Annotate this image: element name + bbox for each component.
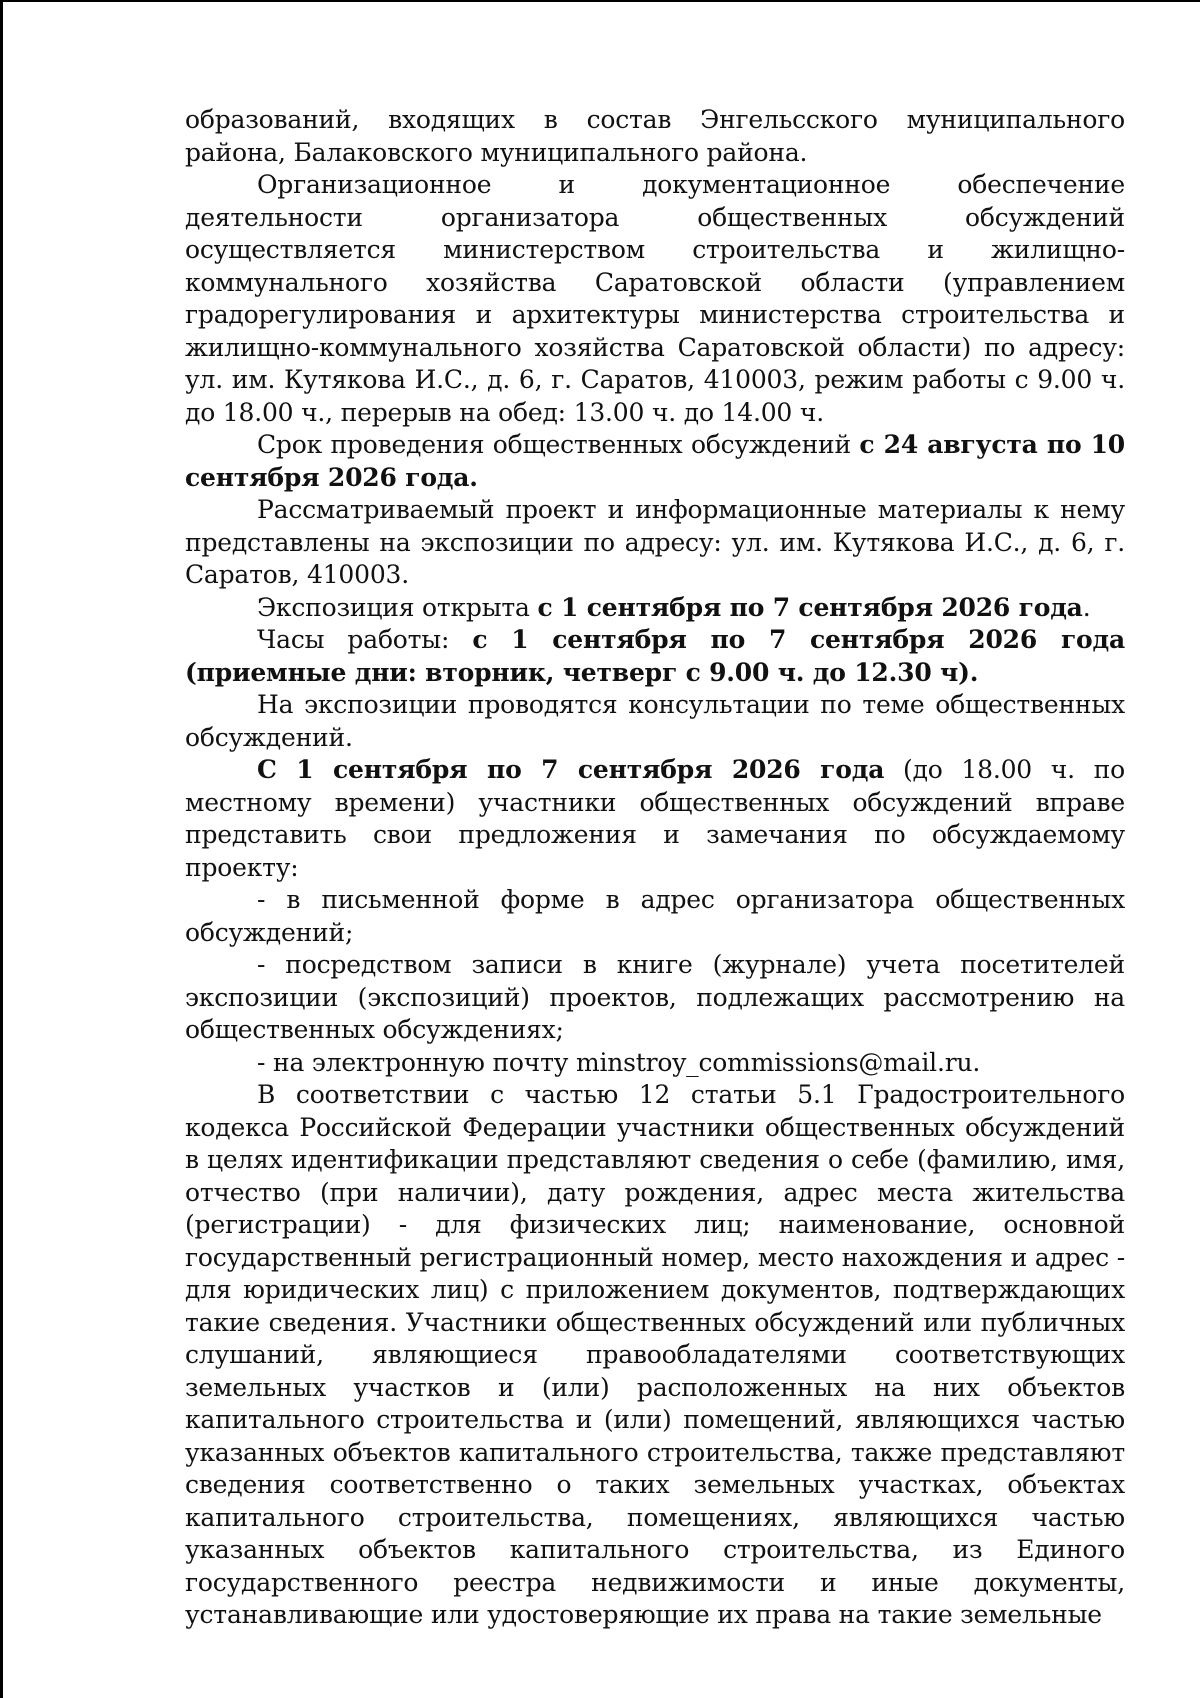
paragraph-9 [185,884,1125,949]
paragraph-2-text-1: Организационное и документационное обеспечение деятельности организатора общественных обсуждений осуществляется министерством строительства и жилищно-коммунального хозяйства Саратовской области (управлением градорегулирования и архитектуры министерства строительства и жилищно-коммунального хозяйства Саратовской области) по адресу: ул. им. Кутякова И.С., д. 6, г. Саратов, 410003, режим работы с 9.00 ч. до 18.00 ч., перерыв на обед: 13.00 ч. до 14.00 ч. [185,170,1125,427]
paragraph-3-text-1: Срок проведения общественных обсуждений [257,430,860,459]
paragraph-7 [185,689,1125,754]
paragraph-4-text-1: Рассматриваемый проект и информационные материалы к нему представлены на экспозиции по адресу: ул. им. Кутякова И.С., д. 6, г. Саратов, 410003. [185,495,1125,589]
paragraph-9-text-1: - в письменной форме в адрес организатора общественных обсуждений; [185,885,1125,947]
paragraph-1 [185,104,1125,169]
paragraph-12 [185,1079,1125,1632]
scan-border-left [0,0,3,1698]
paragraph-6-text-1: Часы работы: [257,625,473,654]
paragraph-4 [185,494,1125,592]
paragraph-12-text-1: В соответствии с частью 12 статьи 5.1 Градостроительного кодекса Российской Федерации участники общественных обсуждений в целях идентификации представляют сведения о себе (фамилию, имя, отчество (при наличии), дату рождения, адрес места жительства (регистрации) - для физических лиц; наименование, основной государственный регистрационный номер, место нахождения и адрес - для юридических лиц) с приложением документов, подтверждающих такие сведения. Участники общественных обсуждений или публичных слушаний, являющиеся правообладателями соответствующих земельных участков и (или) расположенных на них объектов капитального строительства и (или) помещений, являющихся частью указанных объектов капитального строительства, также представляют сведения соответственно о таких земельных участках, объектах капитального строительства, помещениях, являющихся частью указанных объектов капитального строительства, из Единого государственного реестра недвижимости и иные документы, устанавливающие или удостоверяющие их права на такие земельные [185,1080,1125,1629]
paragraph-3 [185,429,1125,494]
paragraph-2 [185,169,1125,429]
paragraph-8 [185,754,1125,884]
paragraph-10 [185,949,1125,1047]
paragraph-7-text-1: На экспозиции проводятся консультации по теме общественных обсуждений. [185,690,1125,752]
paragraph-5-text-2: с 1 сентября по 7 сентября 2026 года [537,592,1083,622]
paragraph-5 [185,592,1125,625]
paragraph-10-text-1: - посредством записи в книге (журнале) учета посетителей экспозиции (экспозиций) проектов, подлежащих рассмотрению на общественных обсуждениях; [185,950,1125,1044]
paragraph-3-text-2: с 24 августа по 10 сентября 2026 года. [185,430,1126,492]
paragraph-11-text-1: - на электронную почту minstroy_commissions@mail.ru. [257,1047,981,1077]
paragraph-8-text-1: С 1 сентября по 7 сентября 2026 года [257,755,885,784]
paragraph-8-text-2: (до 18.00 ч. по местному времени) участники общественных обсуждений вправе представить свои предложения и замечания по обсуждаемому проекту: [185,755,1125,882]
paragraph-6-text-2: с 1 сентября по 7 сентября 2026 года (приемные дни: вторник, четверг с 9.00 ч. до 12.30 ч). [185,625,1125,687]
paragraph-1-text-1: образований, входящих в состав Энгельсского муниципального района, Балаковского муниципального района. [185,105,1125,167]
scan-border-top [0,0,1200,2]
paragraph-5-text-3: . [1082,592,1091,622]
paragraph-5-text-1: Экспозиция открыта [257,592,538,622]
document-body [185,104,1125,1632]
paragraph-6 [185,624,1125,689]
paragraph-11 [185,1047,1125,1080]
